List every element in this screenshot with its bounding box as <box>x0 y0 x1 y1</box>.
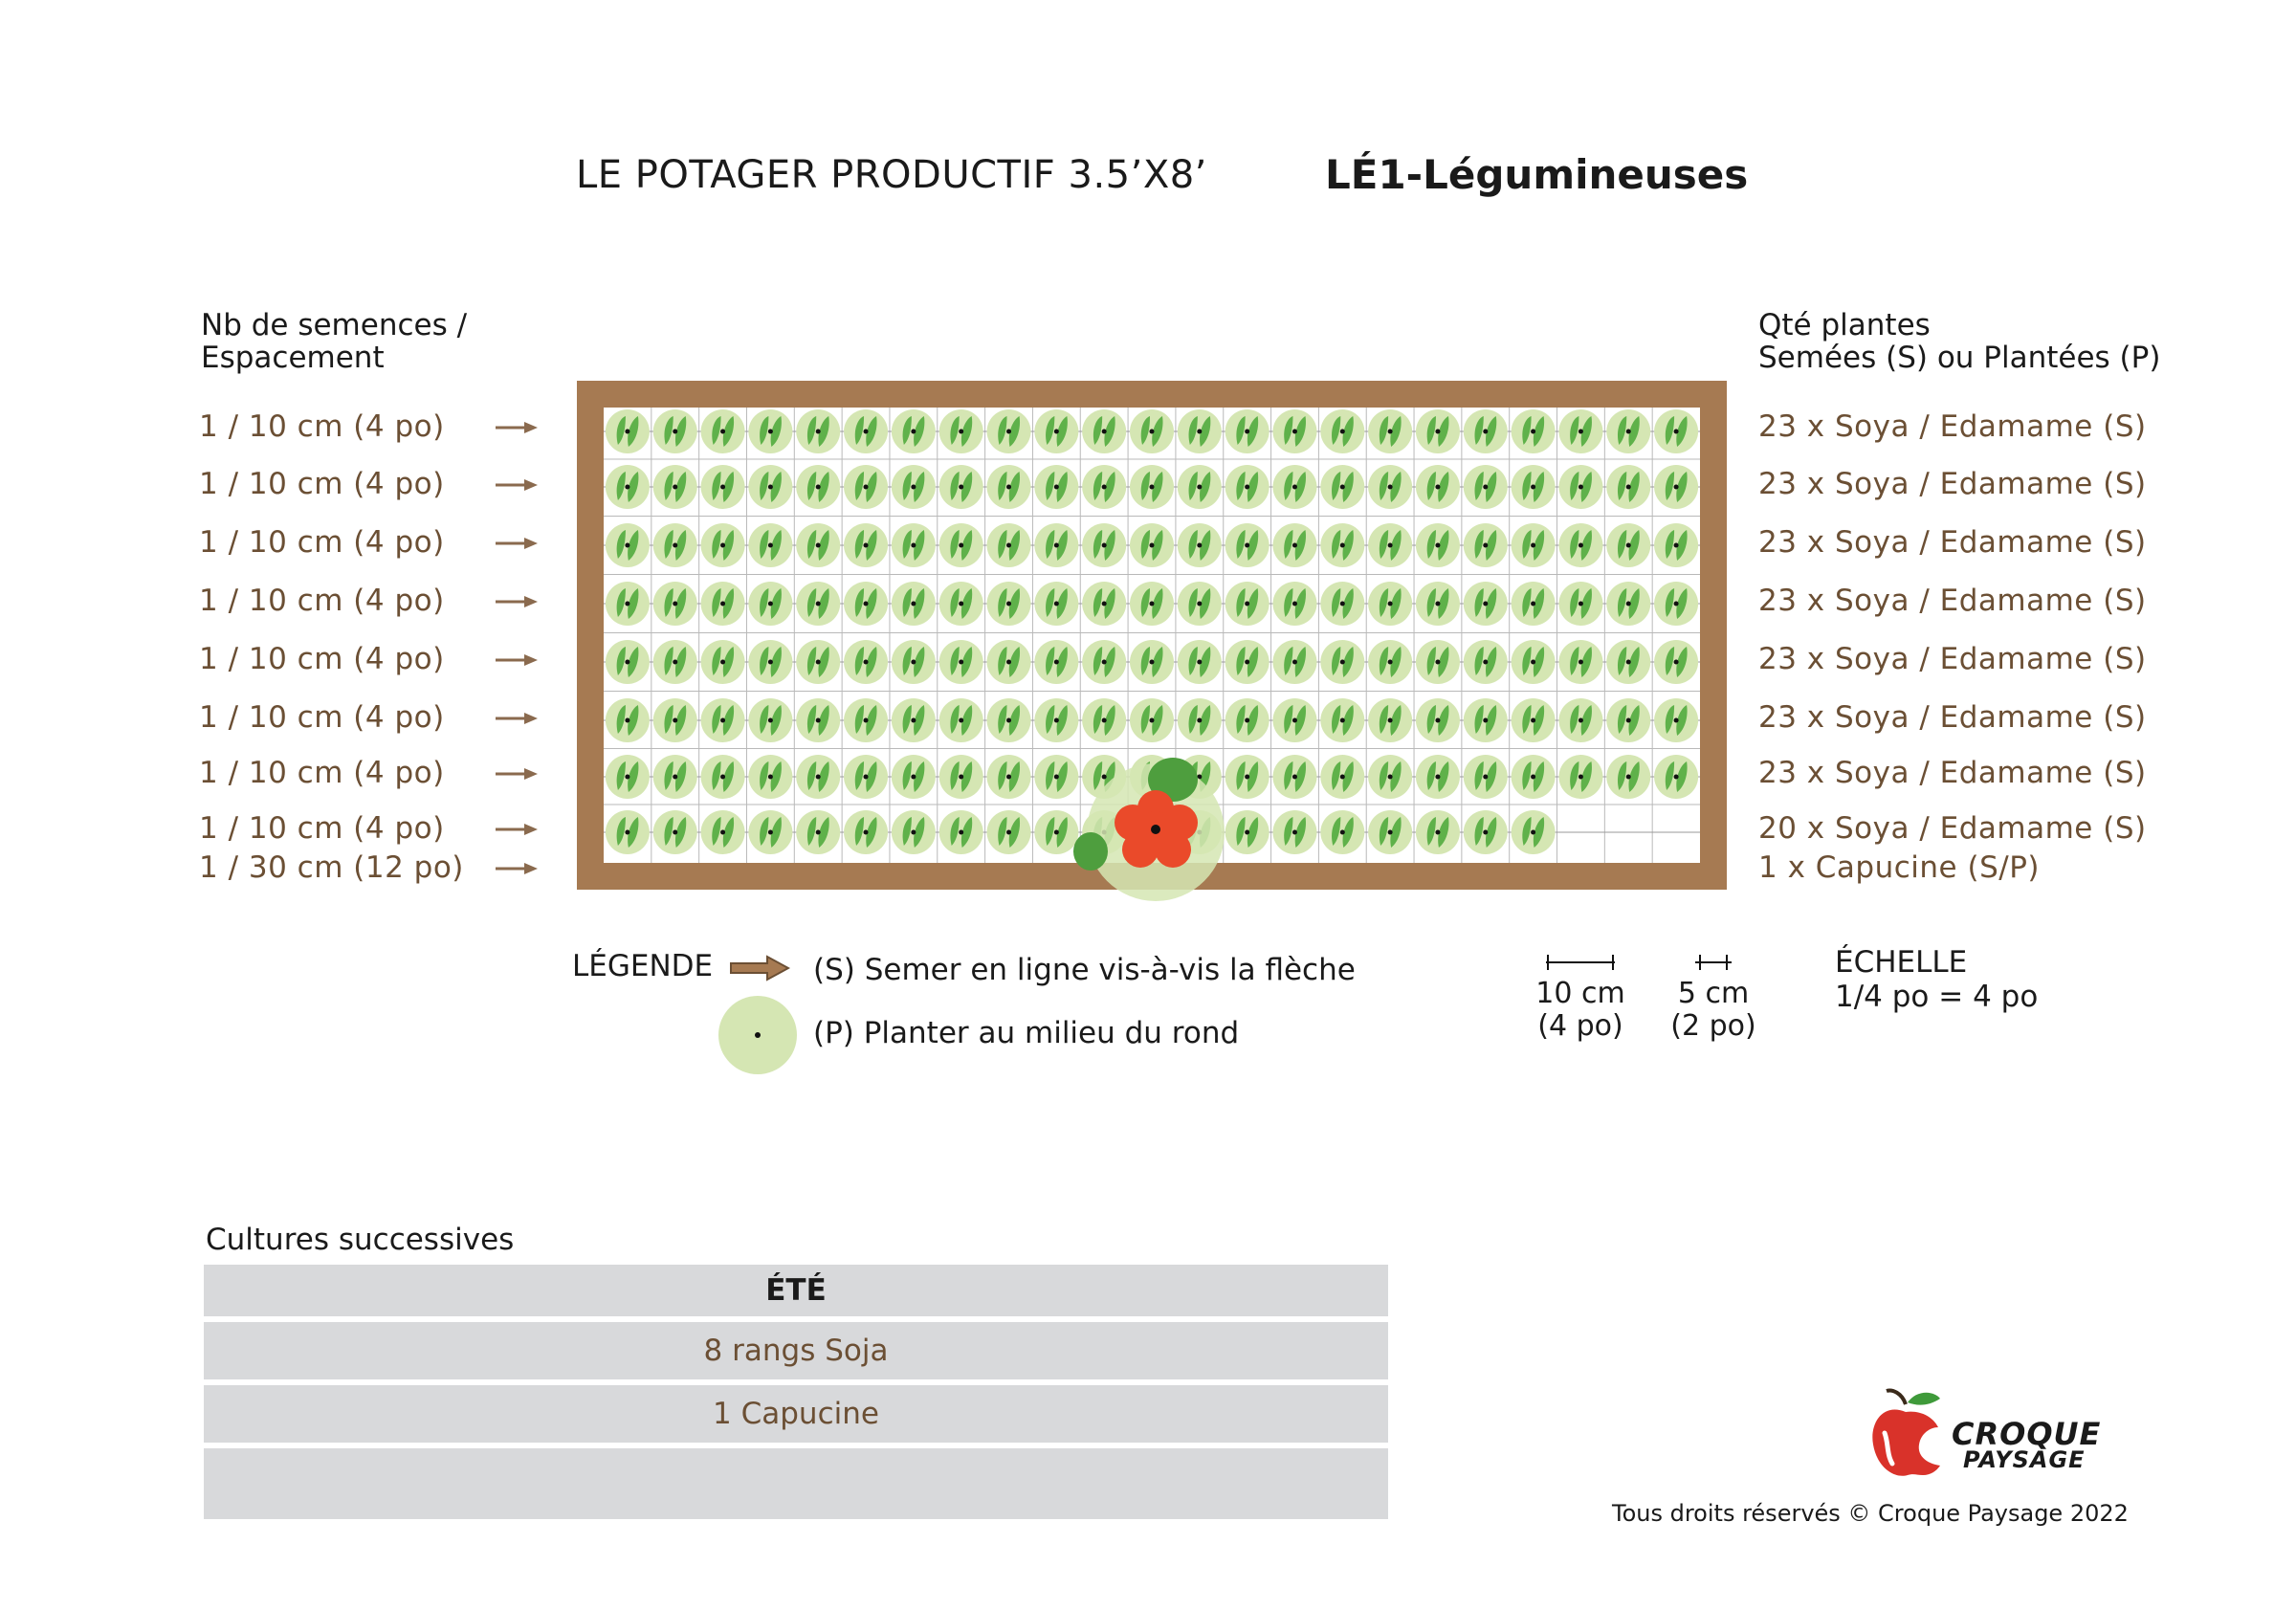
legend-sow-text: (S) Semer en ligne vis-à-vis la flèche <box>813 953 1356 987</box>
soy-pod-icon <box>1654 465 1698 509</box>
row-quantity-label: 23 x Soya / Edamame (S) <box>1758 756 2147 790</box>
soy-pod-icon <box>1272 698 1316 742</box>
soy-pod-icon <box>701 523 745 567</box>
soy-pod-icon <box>1558 523 1602 567</box>
apple-logo-icon <box>1864 1387 1950 1483</box>
soy-pod-icon <box>1512 755 1556 799</box>
soy-pod-icon <box>1654 640 1698 684</box>
soy-pod-icon <box>1082 523 1126 567</box>
soy-pod-icon <box>653 755 697 799</box>
right-arrow-icon <box>496 711 538 726</box>
soy-pod-icon <box>606 409 650 453</box>
soy-pod-icon <box>1558 409 1602 453</box>
soy-pod-icon <box>748 698 792 742</box>
soy-pod-icon <box>1320 523 1364 567</box>
soy-pod-icon <box>1082 582 1126 626</box>
soy-pod-icon <box>1225 523 1269 567</box>
soy-pod-icon <box>701 755 745 799</box>
row-spacing-label: 1 / 10 cm (4 po) <box>199 467 445 501</box>
soy-pod-icon <box>1464 755 1508 799</box>
soy-pod-icon <box>653 698 697 742</box>
soy-pod-icon <box>1654 582 1698 626</box>
soy-pod-icon <box>1272 810 1316 854</box>
legend-plant-text: (P) Planter au milieu du rond <box>813 1016 1240 1050</box>
row-spacing-label: 1 / 10 cm (4 po) <box>199 811 445 846</box>
soy-pod-icon <box>653 523 697 567</box>
soy-pod-icon <box>606 640 650 684</box>
soy-pod-icon <box>939 698 983 742</box>
soy-pod-icon <box>606 755 650 799</box>
soy-pod-icon <box>653 810 697 854</box>
soy-pod-icon <box>1512 523 1556 567</box>
row-quantity-label: 23 x Soya / Edamame (S) <box>1758 467 2147 501</box>
soy-pod-icon <box>1416 755 1460 799</box>
soy-pod-icon <box>701 698 745 742</box>
soy-pod-icon <box>1512 810 1556 854</box>
soy-pod-icon <box>939 582 983 626</box>
soy-pod-icon <box>1130 465 1174 509</box>
soy-pod-icon <box>1320 640 1364 684</box>
soy-pod-icon <box>1512 465 1556 509</box>
soy-pod-icon <box>796 698 840 742</box>
cultures-item: 8 rangs Soja <box>204 1322 1388 1379</box>
soy-pod-icon <box>939 810 983 854</box>
scale-5cm-value: 5 cm <box>1677 977 1750 1010</box>
soy-pod-icon <box>1606 755 1650 799</box>
soy-pod-icon <box>653 409 697 453</box>
soy-pod-icon <box>701 582 745 626</box>
soy-pod-icon <box>748 810 792 854</box>
soy-pod-icon <box>892 640 936 684</box>
soy-pod-icon <box>1130 640 1174 684</box>
right-arrow-icon <box>496 420 538 435</box>
soy-pod-icon <box>987 465 1031 509</box>
soy-pod-icon <box>748 523 792 567</box>
soy-pod-icon <box>987 810 1031 854</box>
soy-pod-icon <box>701 409 745 453</box>
soy-pod-icon <box>1130 582 1174 626</box>
soy-pod-icon <box>939 640 983 684</box>
soy-pod-icon <box>1034 409 1078 453</box>
soy-pod-icon <box>748 465 792 509</box>
soy-pod-icon <box>1416 409 1460 453</box>
legend-plant-circle-icon <box>718 995 798 1075</box>
page-title: LE POTAGER PRODUCTIF 3.5’X8’ <box>576 153 1207 197</box>
soy-pod-icon <box>1416 810 1460 854</box>
soy-pod-icon <box>1225 582 1269 626</box>
right-arrow-icon <box>496 477 538 493</box>
soy-pod-icon <box>606 810 650 854</box>
soy-pod-icon <box>844 582 888 626</box>
scale-5cm-label <box>1660 978 1767 1043</box>
soy-pod-icon <box>796 409 840 453</box>
row-quantity-label: 23 x Soya / Edamame (S) <box>1758 642 2147 676</box>
soy-pod-icon <box>1082 698 1126 742</box>
soy-pod-icon <box>1558 640 1602 684</box>
soy-pod-icon <box>1464 640 1508 684</box>
left-header <box>201 309 467 374</box>
soy-pod-icon <box>1272 523 1316 567</box>
row-spacing-label: 1 / 10 cm (4 po) <box>199 584 445 618</box>
soy-pod-icon <box>1606 640 1650 684</box>
soy-pod-icon <box>1034 582 1078 626</box>
soy-pod-icon <box>844 698 888 742</box>
scale-10cm-inches: (4 po) <box>1537 1009 1623 1043</box>
soy-pod-icon <box>844 755 888 799</box>
soy-pod-icon <box>844 465 888 509</box>
soy-pod-icon <box>796 810 840 854</box>
soy-pod-icon <box>1558 755 1602 799</box>
soy-pod-icon <box>1225 465 1269 509</box>
soy-pod-icon <box>1416 523 1460 567</box>
left-header-line1: Nb de semences / <box>201 308 468 342</box>
soy-pod-icon <box>1130 409 1174 453</box>
soy-pod-icon <box>1464 409 1508 453</box>
soy-pod-icon <box>892 523 936 567</box>
right-header-line2: Semées (S) ou Plantées (P) <box>1758 341 2161 375</box>
row-spacing-label: 1 / 10 cm (4 po) <box>199 756 445 790</box>
soy-pod-icon <box>987 755 1031 799</box>
right-arrow-icon <box>496 822 538 837</box>
scale-5cm-inches: (2 po) <box>1670 1009 1756 1043</box>
soy-pod-icon <box>1654 409 1698 453</box>
row-spacing-label: 1 / 10 cm (4 po) <box>199 700 445 735</box>
soy-pod-icon <box>796 640 840 684</box>
scale-legend <box>1835 945 2038 1014</box>
soy-pod-icon <box>1178 523 1222 567</box>
soy-pod-icon <box>1272 582 1316 626</box>
page-subtitle: LÉ1-Légumineuses <box>1325 151 1749 198</box>
soy-pod-icon <box>1558 582 1602 626</box>
soy-pod-icon <box>1368 409 1412 453</box>
soy-pod-icon <box>1178 409 1222 453</box>
soy-pod-icon <box>987 640 1031 684</box>
soy-pod-icon <box>1606 523 1650 567</box>
right-header <box>1758 309 2160 374</box>
soy-pod-icon <box>1512 698 1556 742</box>
row-quantity-label: 23 x Soya / Edamame (S) <box>1758 584 2147 618</box>
soy-pod-icon <box>1368 755 1412 799</box>
soy-pod-icon <box>1606 409 1650 453</box>
soy-pod-icon <box>1130 523 1174 567</box>
soy-pod-icon <box>1606 465 1650 509</box>
soy-pod-icon <box>1464 582 1508 626</box>
soy-pod-icon <box>1464 465 1508 509</box>
soy-pod-icon <box>939 755 983 799</box>
legend-label: LÉGENDE <box>572 949 714 983</box>
soy-pod-icon <box>1225 640 1269 684</box>
soy-pod-icon <box>1082 640 1126 684</box>
soy-pod-icon <box>1416 465 1460 509</box>
soy-pod-icon <box>844 640 888 684</box>
soy-pod-icon <box>1416 698 1460 742</box>
row-spacing-label: 1 / 10 cm (4 po) <box>199 409 445 444</box>
soy-pod-icon <box>1416 582 1460 626</box>
soy-pod-icon <box>1178 465 1222 509</box>
soy-pod-icon <box>1654 755 1698 799</box>
soy-pod-icon <box>1272 465 1316 509</box>
scale-ratio: 1/4 po = 4 po <box>1835 980 2039 1014</box>
soy-pod-icon <box>1654 523 1698 567</box>
soy-pod-icon <box>1272 755 1316 799</box>
soy-pod-icon <box>1368 523 1412 567</box>
soy-pod-icon <box>701 640 745 684</box>
soy-pod-icon <box>939 465 983 509</box>
soy-pod-icon <box>892 810 936 854</box>
soy-pod-icon <box>1225 698 1269 742</box>
soy-pod-icon <box>1368 698 1412 742</box>
row-spacing-label: 1 / 30 cm (12 po) <box>199 850 464 885</box>
soy-pod-icon <box>748 640 792 684</box>
soy-pod-icon <box>939 523 983 567</box>
soy-pod-icon <box>1512 582 1556 626</box>
soy-pod-icon <box>1320 409 1364 453</box>
cultures-item <box>204 1448 1388 1519</box>
soy-pod-icon <box>1320 698 1364 742</box>
row-spacing-label: 1 / 10 cm (4 po) <box>199 642 445 676</box>
right-arrow-icon <box>496 594 538 609</box>
logo-line1: CROQUE <box>1952 1416 2102 1452</box>
soy-pod-icon <box>796 755 840 799</box>
soy-pod-icon <box>1130 698 1174 742</box>
soy-pod-icon <box>796 523 840 567</box>
soy-pod-icon <box>1178 582 1222 626</box>
soy-pod-icon <box>1464 698 1508 742</box>
soy-pod-icon <box>892 755 936 799</box>
logo-line2: PAYSAGE <box>1963 1446 2086 1473</box>
soy-pod-icon <box>844 523 888 567</box>
soy-pod-icon <box>1368 465 1412 509</box>
soy-pod-icon <box>892 409 936 453</box>
soy-pod-icon <box>1368 582 1412 626</box>
soy-pod-icon <box>1320 755 1364 799</box>
soy-pod-icon <box>1034 640 1078 684</box>
row-quantity-label: 23 x Soya / Edamame (S) <box>1758 409 2147 444</box>
soy-pod-icon <box>1272 409 1316 453</box>
soy-pod-icon <box>1225 409 1269 453</box>
soy-pod-icon <box>1272 640 1316 684</box>
cultures-season-header: ÉTÉ <box>204 1265 1388 1316</box>
copyright: Tous droits réservés © Croque Paysage 2022 <box>1612 1500 2129 1527</box>
soy-pod-icon <box>701 465 745 509</box>
soy-pod-icon <box>1034 523 1078 567</box>
soy-pod-icon <box>1178 698 1222 742</box>
right-arrow-icon <box>496 536 538 551</box>
row-quantity-label: 23 x Soya / Edamame (S) <box>1758 525 2147 560</box>
soy-pod-icon <box>1034 698 1078 742</box>
scale-10cm-value: 10 cm <box>1535 977 1625 1010</box>
soy-pod-icon <box>1320 810 1364 854</box>
soy-pod-icon <box>939 409 983 453</box>
soy-pod-icon <box>1558 698 1602 742</box>
soy-pod-icon <box>1082 465 1126 509</box>
row-quantity-label: 1 x Capucine (S/P) <box>1758 850 2040 885</box>
soy-pod-icon <box>1464 523 1508 567</box>
soy-pod-icon <box>1512 640 1556 684</box>
soy-pod-icon <box>653 640 697 684</box>
soy-pod-icon <box>987 409 1031 453</box>
soy-pod-icon <box>1416 640 1460 684</box>
soy-pod-icon <box>1558 465 1602 509</box>
soy-pod-icon <box>987 523 1031 567</box>
soy-pod-icon <box>1512 409 1556 453</box>
soy-pod-icon <box>653 465 697 509</box>
soy-pod-icon <box>748 409 792 453</box>
soy-pod-icon <box>1464 810 1508 854</box>
soy-pod-icon <box>892 465 936 509</box>
soy-pod-icon <box>606 698 650 742</box>
soy-pod-icon <box>892 582 936 626</box>
left-header-line2: Espacement <box>201 341 385 375</box>
soy-pod-icon <box>653 582 697 626</box>
right-arrow-icon <box>496 861 538 876</box>
soy-pod-icon <box>1606 582 1650 626</box>
scale-10cm-icon <box>1542 953 1619 972</box>
row-quantity-label: 23 x Soya / Edamame (S) <box>1758 700 2147 735</box>
cultures-item: 1 Capucine <box>204 1385 1388 1443</box>
cultures-title: Cultures successives <box>206 1223 515 1257</box>
scale-5cm-icon <box>1691 953 1735 972</box>
soy-pod-icon <box>1082 409 1126 453</box>
right-arrow-icon <box>496 652 538 668</box>
soy-pod-icon <box>1178 640 1222 684</box>
soy-pod-icon <box>892 698 936 742</box>
soy-pod-icon <box>748 582 792 626</box>
soy-pod-icon <box>1034 465 1078 509</box>
right-header-line1: Qté plantes <box>1758 308 1931 342</box>
soy-pod-icon <box>844 810 888 854</box>
soy-pod-icon <box>987 698 1031 742</box>
soy-pod-icon <box>606 523 650 567</box>
row-spacing-label: 1 / 10 cm (4 po) <box>199 525 445 560</box>
legend-arrow-icon <box>729 954 790 982</box>
soy-pod-icon <box>701 810 745 854</box>
soy-pod-icon <box>1606 698 1650 742</box>
soy-pod-icon <box>1320 582 1364 626</box>
soy-pod-icon <box>796 465 840 509</box>
row-quantity-label: 20 x Soya / Edamame (S) <box>1758 811 2147 846</box>
scale-title: ÉCHELLE <box>1835 945 1968 980</box>
soy-pod-icon <box>796 582 840 626</box>
soy-pod-icon <box>987 582 1031 626</box>
soy-pod-icon <box>748 755 792 799</box>
right-arrow-icon <box>496 766 538 782</box>
scale-10cm-label <box>1523 978 1638 1043</box>
nasturtium-icon <box>1071 746 1244 918</box>
soy-pod-icon <box>1320 465 1364 509</box>
soy-pod-icon <box>844 409 888 453</box>
soy-pod-icon <box>606 582 650 626</box>
soy-pod-icon <box>1368 810 1412 854</box>
soy-pod-icon <box>1654 698 1698 742</box>
soy-pod-icon <box>606 465 650 509</box>
soy-pod-icon <box>1368 640 1412 684</box>
